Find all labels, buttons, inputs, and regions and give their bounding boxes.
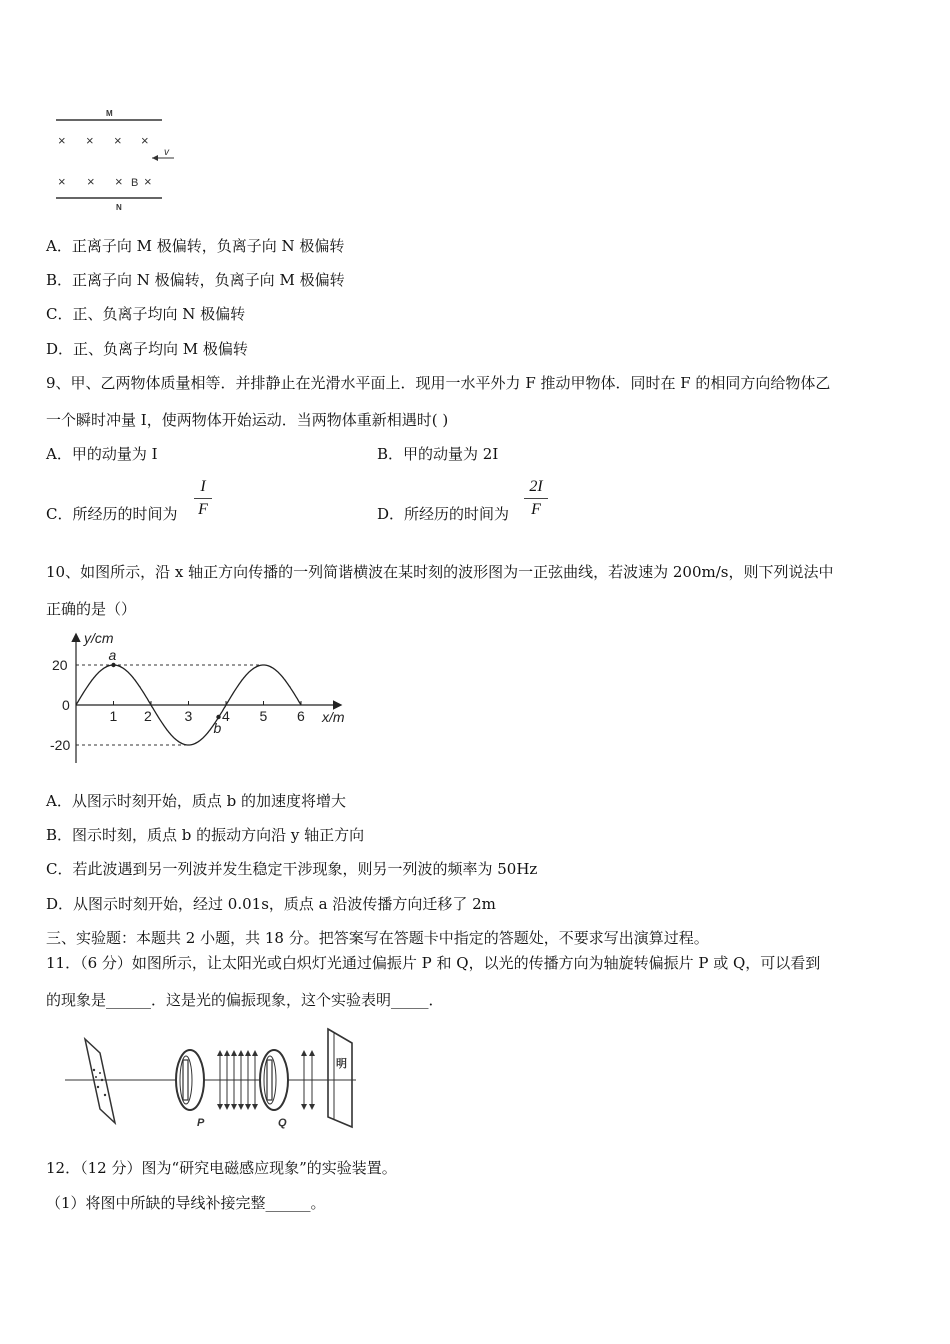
svg-text:×: × (58, 174, 66, 189)
q10-stem-line2: 正确的是（） (46, 600, 137, 618)
screen (328, 1029, 352, 1127)
x-tick-label: 1 (109, 708, 118, 724)
q8-option-b: B．正离子向 N 极偏转，负离子向 M 极偏转 (46, 271, 345, 289)
magnetic-field-figure (50, 102, 180, 214)
fraction-c-bar (194, 498, 212, 499)
q12-part1: （1）将图中所缺的导线补接完整______。 (46, 1194, 326, 1212)
plate-label-n: N (116, 203, 122, 212)
y-tick-label: -20 (50, 737, 71, 753)
x-tick-label: 6 (297, 708, 305, 724)
y-axis-label: y/cm (84, 630, 114, 646)
q9-fraction-d (524, 478, 548, 519)
label-q: Q (278, 1117, 287, 1129)
point-b (216, 715, 220, 719)
wave-chart (40, 625, 370, 770)
x-tick-label: 5 (259, 708, 268, 724)
polarizer-q (260, 1050, 288, 1110)
q10-option-d: D．从图示时刻开始，经过 0.01s，质点 a 沿波传播方向迁移了 2m (46, 895, 496, 913)
light-source-plate (85, 1039, 115, 1123)
svg-text:×: × (141, 133, 149, 148)
point-label-a: a (108, 647, 117, 663)
q10-option-a: A．从图示时刻开始，质点 b 的加速度将增大 (46, 792, 346, 810)
section3-heading: 三、实验题：本题共 2 小题，共 18 分。把答案写在答题卡中指定的答题处，不要求写出演算过程。 (46, 929, 709, 947)
screen-label: 明 (336, 1058, 347, 1070)
fraction-d-denominator: F (531, 501, 541, 518)
q9-stem-line2: 一个瞬时冲量 I，使两物体开始运动．当两物体重新相遇时( ) (46, 411, 449, 429)
q10-option-c: C．若此波遇到另一列波并发生稳定干涉现象，则另一列波的频率为 50Hz (46, 860, 538, 878)
svg-text:×: × (114, 133, 122, 148)
point-a (111, 663, 115, 667)
svg-text:×: × (144, 174, 152, 189)
q9-option-a: A．甲的动量为 I (46, 445, 158, 463)
q10-stem-line1: 10、如图所示，沿 x 轴正方向传播的一列简谐横波在某时刻的波形图为一正弦曲线，若波速为 200m/s，则下列说法中 (46, 563, 834, 581)
x-tick-label: 4 (222, 708, 230, 724)
polarizer-p (176, 1050, 204, 1110)
plate-label-m: M (106, 109, 113, 118)
q8-option-c: C．正、负离子均向 N 极偏转 (46, 305, 246, 323)
q11-stem-line2: 的现象是______．这是光的偏振现象，这个实验表明_____． (46, 991, 444, 1009)
q9-fraction-c (194, 478, 212, 519)
q12-stem: 12．（12 分）图为“研究电磁感应现象”的实验装置。 (46, 1159, 397, 1177)
fraction-c-denominator: F (198, 501, 208, 518)
q10-option-b: B．图示时刻，质点 b 的振动方向沿 y 轴正方向 (46, 826, 365, 844)
x-tick-label: 3 (184, 708, 193, 724)
y-tick-label: 20 (52, 657, 68, 673)
svg-text:×: × (58, 133, 66, 148)
q8-option-d: D．正、负离子均向 M 极偏转 (46, 340, 248, 358)
fraction-d-numerator: 2I (529, 478, 543, 495)
q9-option-c: C．所经历的时间为 (46, 505, 178, 523)
svg-text:×: × (115, 174, 123, 189)
label-p: P (197, 1117, 205, 1129)
wave-points (109, 647, 222, 736)
y-tick-labels (50, 657, 70, 753)
svg-text:×: × (87, 174, 95, 189)
x-axis-label: x/m (322, 709, 345, 725)
q8-option-a: A．正离子向 M 极偏转，负离子向 N 极偏转 (46, 237, 345, 255)
field-label-b: B (131, 177, 139, 189)
point-label-b: b (213, 720, 222, 736)
velocity-label: v (164, 147, 169, 158)
velocity-arrowhead (152, 155, 158, 161)
fraction-c-numerator: I (200, 478, 206, 495)
q11-stem-line1: 11．（6 分）如图所示，让太阳光或白炽灯光通过偏振片 P 和 Q，以光的传播方向为轴旋转偏振片 P 或 Q，可以看到 (46, 954, 821, 972)
svg-text:×: × (86, 133, 94, 148)
polarizer-figure (60, 1025, 360, 1135)
y-tick-label: 0 (62, 697, 70, 713)
q9-stem-line1: 9、甲、乙两物体质量相等．并排静止在光滑水平面上．现用一水平外力 F 推动甲物体．同时在 F 的相同方向给物体乙 (46, 374, 831, 392)
x-tick-label: 2 (144, 708, 152, 724)
q9-option-d: D．所经历的时间为 (377, 505, 510, 523)
q9-option-b: B．甲的动量为 2I (377, 445, 499, 463)
fraction-d-bar (524, 498, 548, 499)
